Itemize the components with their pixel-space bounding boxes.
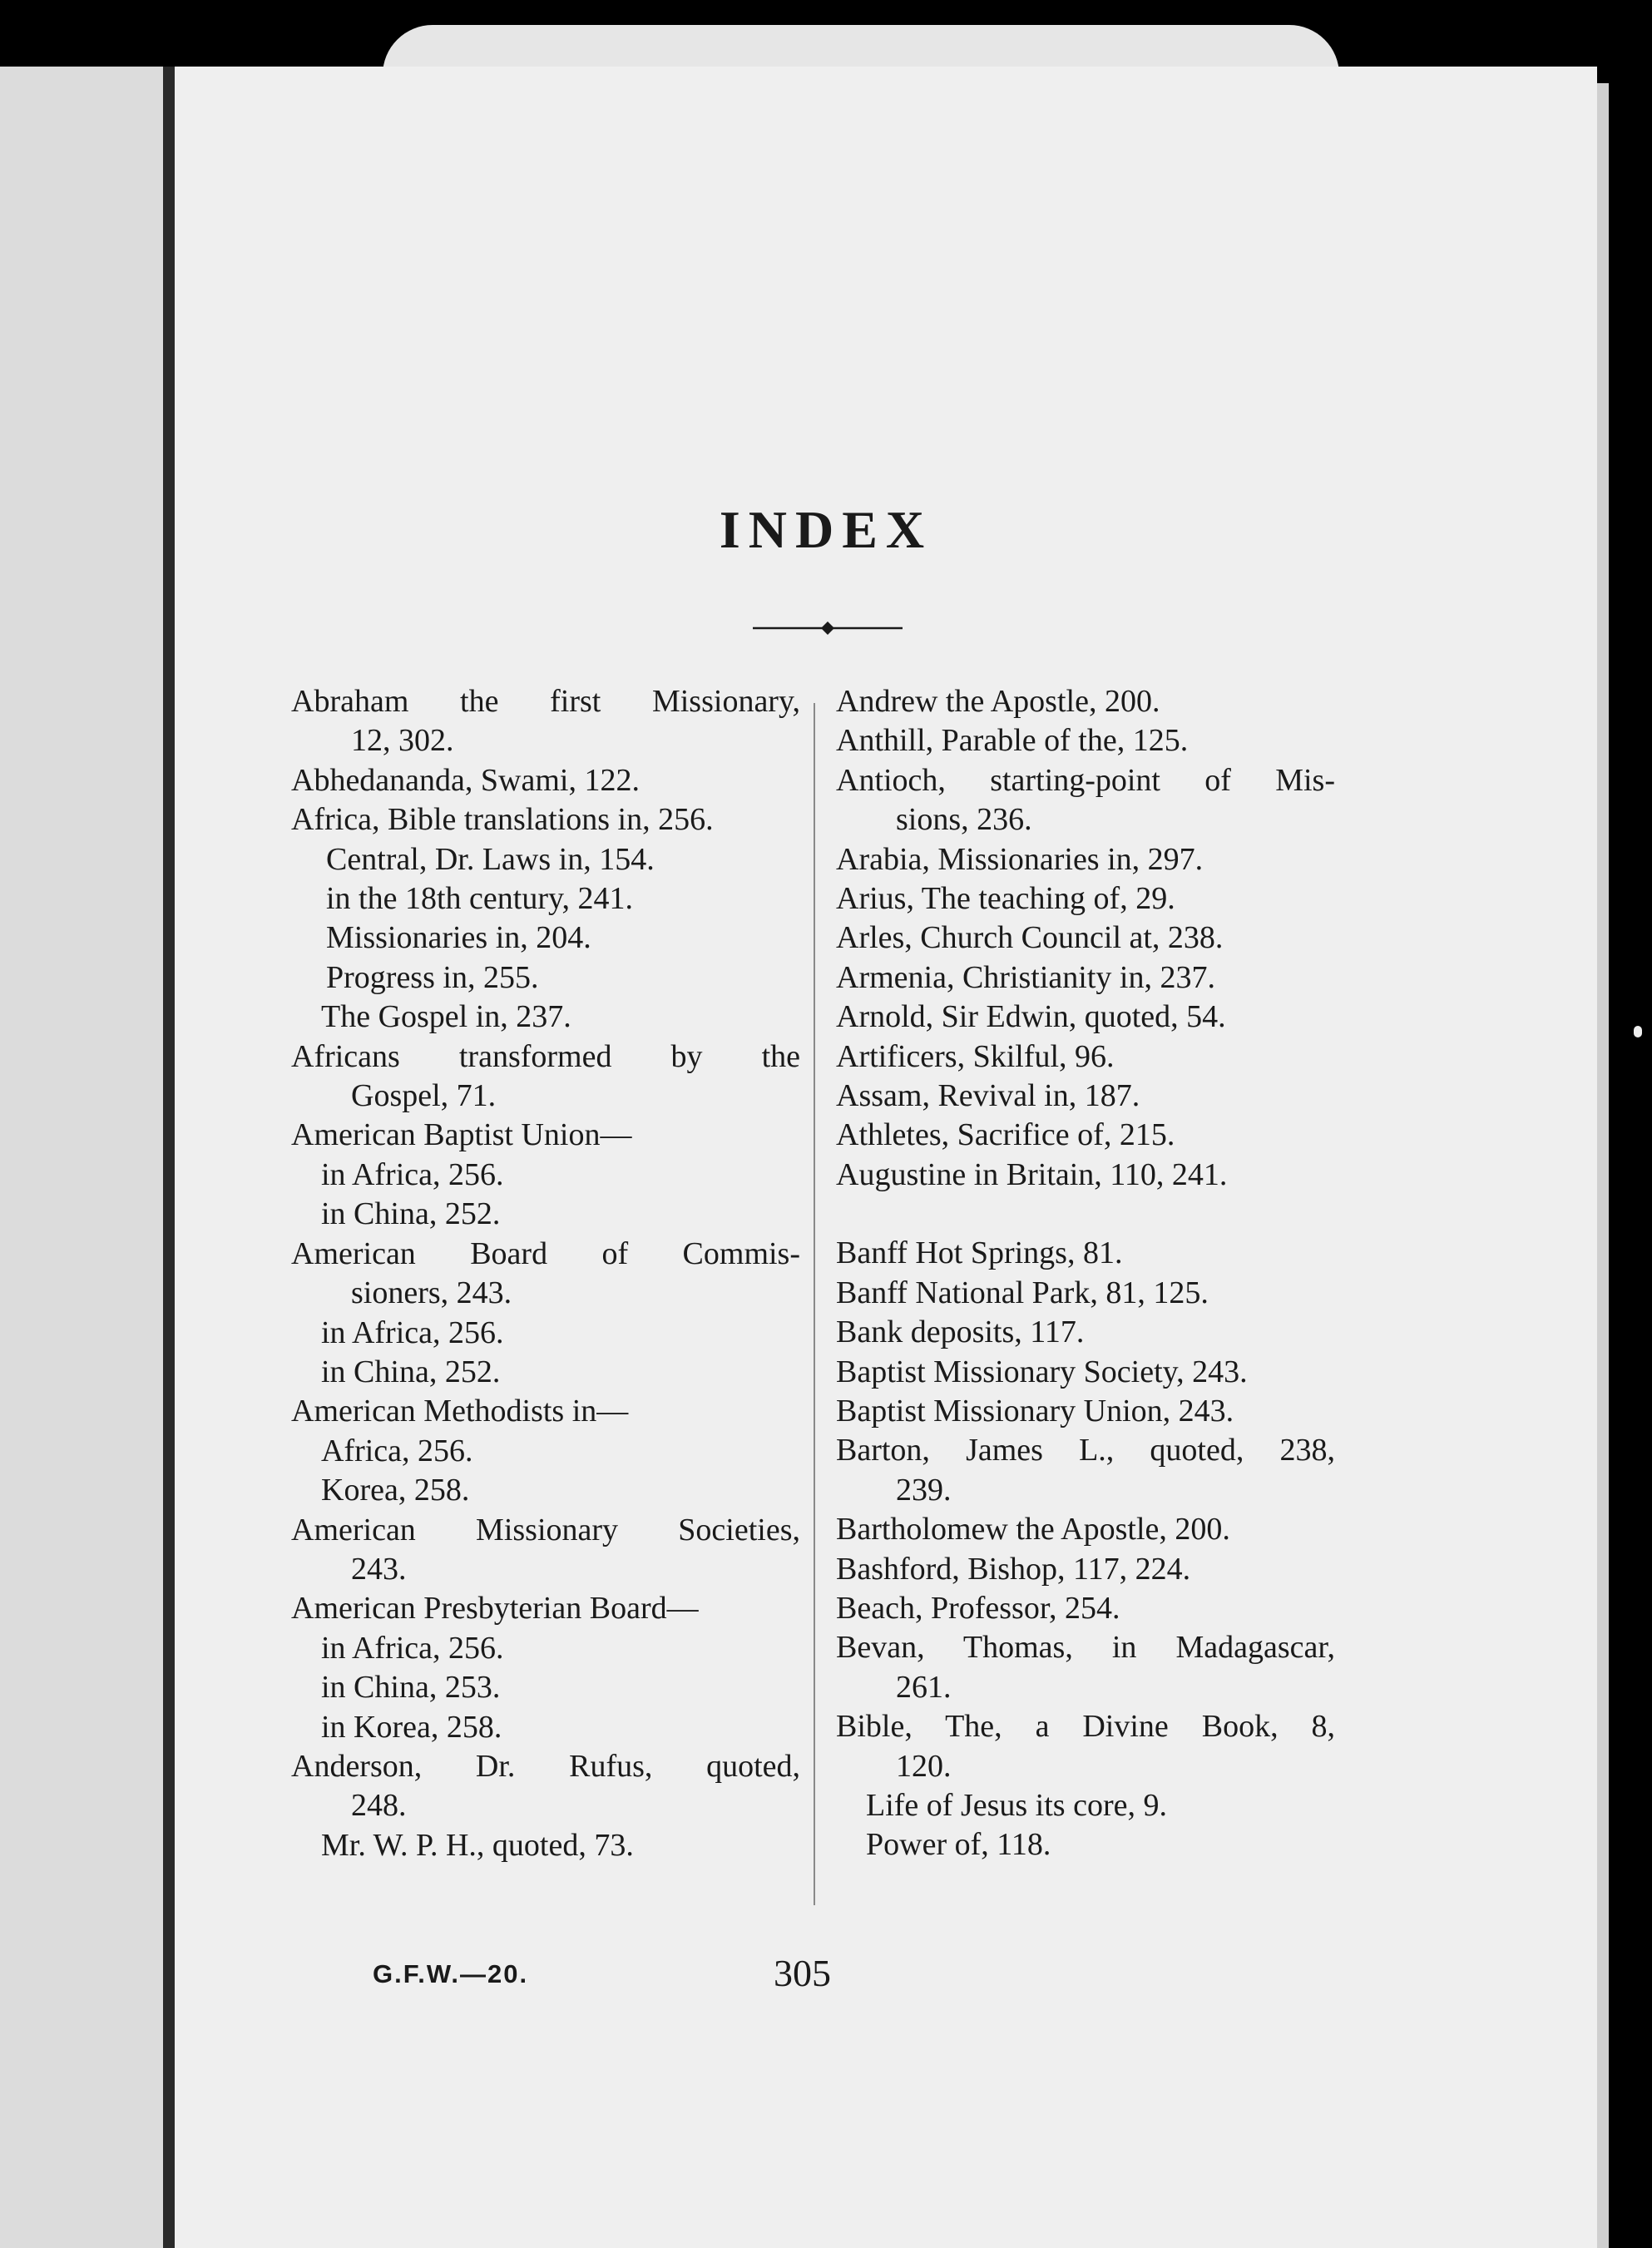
index-entry: Life of Jesus its core, 9. xyxy=(866,1787,1167,1823)
index-entry: Barton, James L., quoted, 238, xyxy=(836,1433,1335,1468)
index-entry: in China, 253. xyxy=(321,1670,501,1706)
index-entry: American Presbyterian Board— xyxy=(291,1591,699,1627)
index-entry: Antioch, starting-point of Mis- xyxy=(836,762,1335,798)
index-entry: Bashford, Bishop, 117, 224. xyxy=(836,1551,1191,1587)
index-entry: Anthill, Parable of the, 125. xyxy=(836,723,1189,759)
index-entry: 12, 302. xyxy=(351,723,454,759)
column-divider xyxy=(814,703,815,1905)
index-entry: 243. xyxy=(351,1551,407,1587)
binding-spine xyxy=(163,67,175,2248)
index-entry: Arnold, Sir Edwin, quoted, 54. xyxy=(836,999,1226,1035)
index-entry: in China, 252. xyxy=(321,1196,501,1232)
index-column-left xyxy=(291,682,800,1865)
page-number: 305 xyxy=(774,1952,831,1994)
index-entry: Anderson, Dr. Rufus, quoted, xyxy=(291,1748,800,1784)
index-entry: Bank deposits, 117. xyxy=(836,1315,1085,1350)
index-entry: Arius, The teaching of, 29. xyxy=(836,881,1175,917)
index-entry: in Africa, 256. xyxy=(321,1156,504,1192)
index-entry: Bartholomew the Apostle, 200. xyxy=(836,1512,1230,1547)
index-entry: American Missionary Societies, xyxy=(291,1512,800,1547)
index-entry: American Baptist Union— xyxy=(291,1117,632,1153)
index-entry: Assam, Revival in, 187. xyxy=(836,1078,1140,1114)
index-entry: Missionaries in, 204. xyxy=(326,920,591,956)
index-entry: Abraham the first Missionary, xyxy=(291,684,800,719)
index-column-right xyxy=(836,682,1335,1865)
index-entry: sioners, 243. xyxy=(351,1275,512,1311)
index-entry: Arabia, Missionaries in, 297. xyxy=(836,841,1204,877)
signature-mark: G.F.W.—20. xyxy=(373,1959,529,1988)
index-entry: 239. xyxy=(896,1472,952,1508)
ornament-rule xyxy=(753,618,903,638)
index-entry: Banff National Park, 81, 125. xyxy=(836,1275,1209,1310)
index-entry: 120. xyxy=(896,1748,952,1784)
index-entry: in Korea, 258. xyxy=(321,1709,502,1745)
index-entry: American Board of Commis- xyxy=(291,1235,800,1271)
index-entry: Africa, Bible translations in, 256. xyxy=(291,802,714,838)
index-entry: in the 18th century, 241. xyxy=(326,881,634,917)
index-entry: in Africa, 256. xyxy=(321,1315,504,1350)
index-entry: Mr. W. P. H., quoted, 73. xyxy=(321,1827,634,1863)
index-entry: Baptist Missionary Union, 243. xyxy=(836,1393,1234,1429)
index-entry: Arles, Church Council at, 238. xyxy=(836,920,1224,956)
index-entry: Africa, 256. xyxy=(321,1433,473,1468)
index-entry: Africans transformed by the xyxy=(291,1038,800,1074)
index-entry: sions, 236. xyxy=(896,802,1032,838)
index-entry: Bevan, Thomas, in Madagascar, xyxy=(836,1630,1335,1666)
index-entry: Gospel, 71. xyxy=(351,1078,497,1114)
index-entry: 261. xyxy=(896,1669,952,1705)
index-entry: Artificers, Skilful, 96. xyxy=(836,1038,1115,1074)
index-entry: in Africa, 256. xyxy=(321,1630,504,1666)
section-gap xyxy=(836,1195,1335,1234)
page-title: INDEX xyxy=(719,500,933,559)
index-entry: Central, Dr. Laws in, 154. xyxy=(326,841,655,877)
index-entry: Power of, 118. xyxy=(866,1827,1051,1863)
index-entry: Armenia, Christianity in, 237. xyxy=(836,959,1215,995)
index-entry: Banff Hot Springs, 81. xyxy=(836,1235,1123,1271)
adjacent-page-strip xyxy=(0,67,163,2248)
index-entry: Progress in, 255. xyxy=(326,959,539,995)
index-entry: American Methodists in— xyxy=(291,1394,629,1429)
index-entry: Beach, Professor, 254. xyxy=(836,1590,1120,1626)
index-entry: The Gospel in, 237. xyxy=(321,999,571,1035)
index-entry: Abhedananda, Swami, 122. xyxy=(291,762,640,798)
index-entry: Baptist Missionary Society, 243. xyxy=(836,1354,1248,1389)
index-entry: Athletes, Sacrifice of, 215. xyxy=(836,1117,1175,1153)
index-entry: 248. xyxy=(351,1788,407,1824)
speck xyxy=(1634,1026,1642,1037)
index-entry: Augustine in Britain, 110, 241. xyxy=(836,1156,1228,1192)
index-entry: in China, 252. xyxy=(321,1354,501,1389)
index-entry: Andrew the Apostle, 200. xyxy=(836,684,1160,719)
index-entry: Korea, 258. xyxy=(321,1473,470,1508)
index-entry: Bible, The, a Divine Book, 8, xyxy=(836,1709,1335,1745)
page-edge xyxy=(1597,83,1609,2248)
